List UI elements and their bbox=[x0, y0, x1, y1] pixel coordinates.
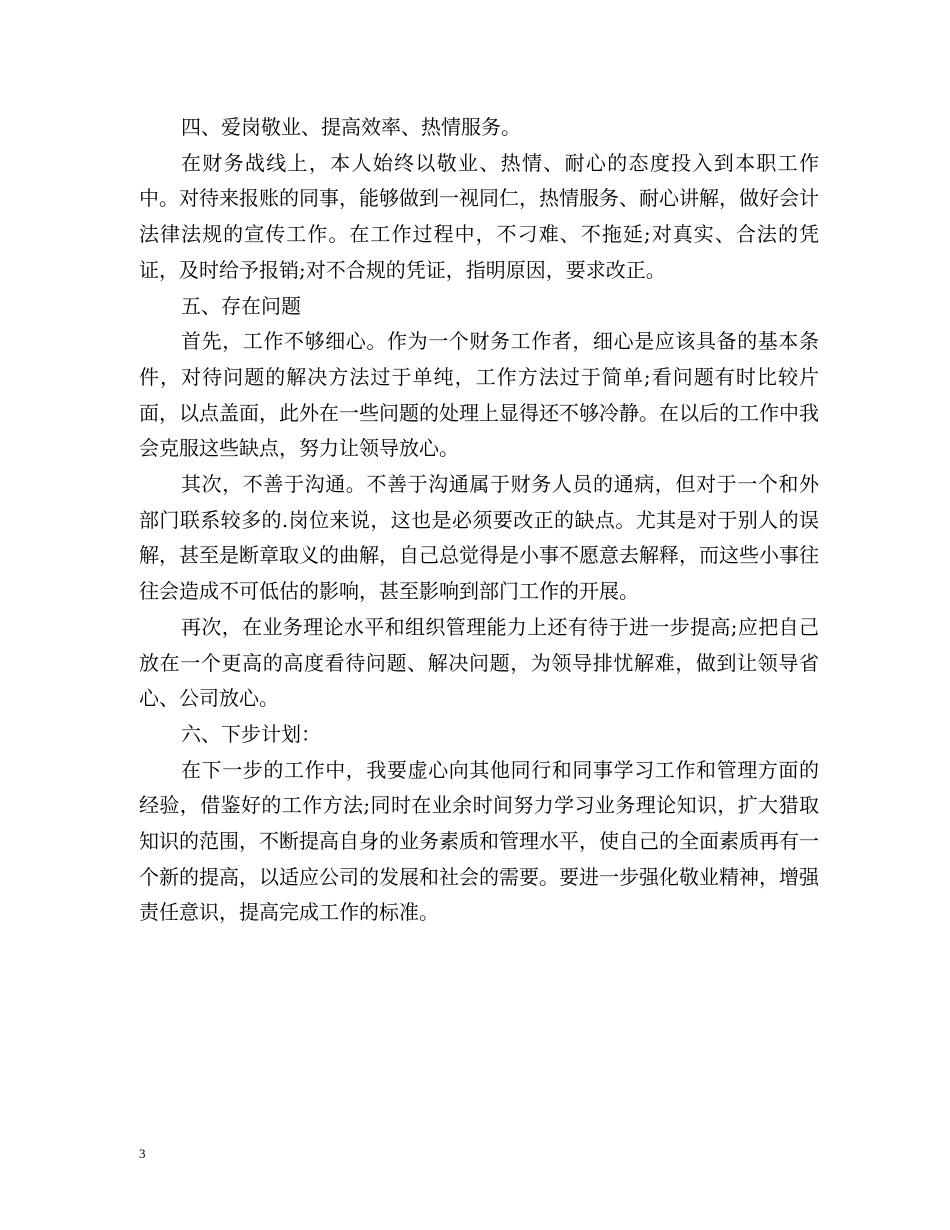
paragraph-second-issue: 其次，不善于沟通。不善于沟通属于财务人员的通病，但对于一个和外部门联系较多的.岗位来说，这也是必须要改正的缺点。尤其是对于别人的误解，甚至是断章取义的曲解，自己总觉得是小事不愿意去解释，而这些小事往往会造成不可低估的影响，甚至影响到部门工作的开展。 bbox=[139, 472, 819, 604]
section-heading-6: 六、下步计划： bbox=[181, 721, 321, 746]
section-heading-4: 四、爱岗敬业、提高效率、热情服务。 bbox=[181, 115, 521, 139]
paragraph-next-plan: 在下一步的工作中，我要虚心向其他同行和同事学习工作和管理方面的经验，借鉴好的工作方法;同时在业余时间努力学习业务理论知识，扩大猎取知识的范围，不断提高自身的业务素质和管理水平，使自己的全面素质再有一个新的提高，以适应公司的发展和社会的需要。要进一步强化敬业精神，增强责任意识，提高完成工作的标准。 bbox=[139, 757, 819, 925]
document-body bbox=[139, 110, 819, 931]
section-heading-5: 五、存在问题 bbox=[181, 293, 301, 318]
paragraph-first-issue: 首先，工作不够细心。作为一个财务工作者，细心是应该具备的基本条件，对待问题的解决方法过于单纯，工作方法过于简单;看问题有时比较片面，以点盖面，此外在一些问题的处理上显得还不够冷静。在以后的工作中我会克服这些缺点，努力让领导放心。 bbox=[139, 329, 819, 461]
paragraph-dedication: 在财务战线上，本人始终以敬业、热情、耐心的态度投入到本职工作中。对待来报账的同事，能够做到一视同仁，热情服务、耐心讲解，做好会计法律法规的宣传工作。在工作过程中，不刁难、不拖延;对真实、合法的凭证，及时给予报销;对不合规的凭证，指明原因，要求改正。 bbox=[139, 150, 819, 282]
page-number: 3 bbox=[139, 1146, 146, 1161]
paragraph-third-issue: 再次，在业务理论水平和组织管理能力上还有待于进一步提高;应把自己放在一个更高的高度看待问题、解决问题，为领导排忧解难，做到让领导省心、公司放心。 bbox=[139, 614, 819, 711]
